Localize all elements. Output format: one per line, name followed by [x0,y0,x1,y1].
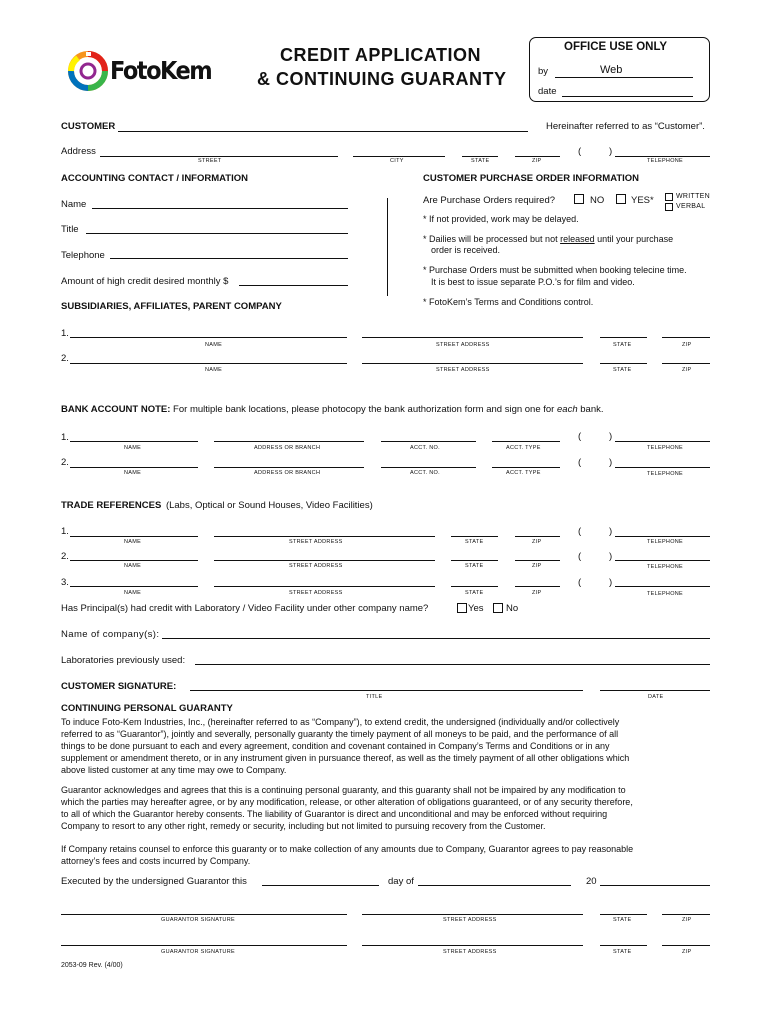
acct-title-field[interactable] [86,233,348,234]
sub1-cap-zip: ZIP [682,342,692,348]
labs-previous-field[interactable] [195,664,710,665]
caption-city: CITY [390,158,404,164]
bank1-paren-open: ( [578,431,582,442]
sub1-state-field[interactable] [600,337,647,338]
guaranty-p3-line2: attorney’s fees and costs incurred by Company. [61,856,251,866]
trade3-paren-open: ( [578,577,582,588]
form-title-line2: & CONTINUING GUARANTY [257,69,507,89]
caption-street: STREET [198,158,222,164]
trade1-name-field[interactable] [70,536,198,537]
principals-no-label: No [506,603,519,614]
trade1-cap-telephone: TELEPHONE [647,539,684,545]
bank2-cap-acct-type: ACCT. TYPE [506,470,541,476]
trade3-cap-street: STREET ADDRESS [289,590,343,596]
bank1-name-field[interactable] [70,441,198,442]
sub2-cap-name: NAME [205,367,223,373]
trade1-cap-name: NAME [124,539,142,545]
by-value: Web [600,64,623,76]
trade-row3-number: 3. [61,577,69,588]
bank1-paren-close: ) [609,431,613,442]
bank1-cap-acct-type: ACCT. TYPE [506,445,541,451]
sub-row2-number: 2. [61,353,69,364]
po-note-2-released: released [560,234,595,244]
acct-title-label: Title [61,224,79,235]
sub1-cap-state: STATE [613,342,632,348]
signature-cap-title: TITLE [366,694,383,700]
guaranty-p2-line3: to all of which the Guarantor hereby consents. The liability of Guarantor is direct and unconditional and may be enforced without requiring [61,809,608,819]
trade2-paren-open: ( [578,551,582,562]
trade1-cap-street: STREET ADDRESS [289,539,343,545]
sub2-state-field[interactable] [600,363,647,364]
executed-year-field[interactable] [600,885,710,886]
bank-note [61,404,604,415]
guarantor1-cap-street: STREET ADDRESS [443,917,497,923]
sub2-cap-state: STATE [613,367,632,373]
trade-row1-number: 1. [61,526,69,537]
bank2-name-field[interactable] [70,467,198,468]
date-label: date [538,86,557,97]
sub2-zip-field[interactable] [662,363,710,364]
sub1-cap-name: NAME [205,342,223,348]
year-prefix: 20 [586,876,597,887]
po-question: Are Purchase Orders required? [423,195,556,206]
sub2-cap-zip: ZIP [682,367,692,373]
trade1-cap-state: STATE [465,539,484,545]
bank-note-each: each [557,404,578,415]
po-heading: CUSTOMER PURCHASE ORDER INFORMATION [423,173,640,184]
trade2-name-field[interactable] [70,560,198,561]
guaranty-paragraph-3 [61,843,711,867]
trade2-paren-close: ) [609,551,613,562]
po-verbal-checkbox[interactable] [665,203,673,211]
fotokem-logo [68,50,236,92]
guarantor2-state-field[interactable] [600,945,647,946]
signature-cap-date: DATE [648,694,664,700]
po-note-2-text-b: until your purchase [594,234,674,244]
customer-city-field[interactable] [353,156,445,157]
trade3-state-field[interactable] [451,586,498,587]
guarantor1-cap-zip: ZIP [682,917,692,923]
trade1-paren-close: ) [609,526,613,537]
po-yes-label: YES* [631,195,654,206]
sub1-zip-field[interactable] [662,337,710,338]
trade-row2-number: 2. [61,551,69,562]
bank1-cap-address: ADDRESS OR BRANCH [254,445,321,451]
bank2-cap-acct-no: ACCT. NO. [410,470,440,476]
sub2-name-field[interactable] [70,363,347,364]
logo-wordmark: FotoKem [110,56,212,85]
guarantor1-signature-field[interactable] [61,914,347,915]
principals-yes-label: Yes [468,603,484,614]
po-note-2-cont: order is received. [431,245,501,255]
po-no-label: NO [590,195,605,206]
trade1-zip-field[interactable] [515,536,560,537]
bank2-cap-telephone: TELEPHONE [647,471,684,477]
trade3-cap-telephone: TELEPHONE [647,591,684,597]
sub2-street-field[interactable] [362,363,583,364]
executed-day-field[interactable] [262,885,379,886]
po-note-3: * Purchase Orders must be submitted when booking telecine time. [423,265,687,275]
bank2-cap-name: NAME [124,470,142,476]
sub1-cap-street: STREET ADDRESS [436,342,490,348]
customer-state-field[interactable] [462,156,498,157]
customer-name-field[interactable] [118,131,528,132]
bank-heading: BANK ACCOUNT NOTE: [61,404,171,415]
customer-phone-field[interactable] [615,156,710,157]
bank2-address-field[interactable] [214,467,364,468]
bank-row2-number: 2. [61,457,69,468]
trade3-cap-state: STATE [465,590,484,596]
guaranty-p2-line4: Company to resort to any other right, remedy or security, including but not limited to pursuing recovery from the Customer. [61,821,546,831]
form-title-line1: CREDIT APPLICATION [280,45,481,65]
company-names-label: Name of company(s): [61,629,160,640]
sub-row1-number: 1. [61,328,69,339]
principals-question: Has Principal(s) had credit with Laboratory / Video Facility under other company name? [61,603,429,614]
trade1-state-field[interactable] [451,536,498,537]
po-note-2 [423,234,673,244]
po-written-checkbox[interactable] [665,193,673,201]
office-use-box [529,37,710,102]
principals-yes-checkbox[interactable] [457,603,467,613]
caption-telephone: TELEPHONE [647,158,684,164]
po-no-checkbox[interactable] [574,194,584,204]
guarantor1-street-field[interactable] [362,914,583,915]
sub1-street-field[interactable] [362,337,583,338]
trade3-phone-field[interactable] [615,586,710,587]
trade2-state-field[interactable] [451,560,498,561]
executed-label: Executed by the undersigned Guarantor this [61,876,247,887]
bank1-address-field[interactable] [214,441,364,442]
po-verbal-label: VERBAL [676,203,706,210]
trade-heading: TRADE REFERENCES [61,500,162,511]
bank2-paren-close: ) [609,457,613,468]
sub2-cap-street: STREET ADDRESS [436,367,490,373]
address-label: Address [61,146,96,157]
guarantor2-signature-field[interactable] [61,945,347,946]
trade3-street-field[interactable] [214,586,435,587]
customer-signature-label: CUSTOMER SIGNATURE: [61,681,177,692]
guaranty-p1-line2: referred to as “Guarantor”), jointly and severally, personally guaranty the timely payment of all moneys to be paid, and the performance of all [61,729,619,739]
bank1-cap-name: NAME [124,445,142,451]
po-written-label: WRITTEN [676,193,710,200]
trade2-zip-field[interactable] [515,560,560,561]
trade2-cap-name: NAME [124,563,142,569]
by-label: by [538,66,549,77]
guarantor2-cap-street: STREET ADDRESS [443,949,497,955]
bank1-cap-telephone: TELEPHONE [647,445,684,451]
section-divider [387,198,388,296]
acct-name-field[interactable] [92,208,348,209]
po-yes-checkbox[interactable] [616,194,626,204]
caption-state: STATE [471,158,490,164]
trade1-street-field[interactable] [214,536,435,537]
po-note-2-text-a: * Dailies will be processed but not [423,234,561,244]
hereinafter-text: Hereinafter referred to as “Customer”. [546,121,705,132]
bank2-paren-open: ( [578,457,582,468]
trade2-phone-field[interactable] [615,560,710,561]
customer-signature-field[interactable] [190,690,583,691]
guarantor2-zip-field[interactable] [662,945,710,946]
guaranty-p2-line2: which the parties may hereafter agree, or by any modification, release, or other alteration of obligations guaranteed, or of any security therefore, [61,797,633,807]
trade2-cap-state: STATE [465,563,484,569]
guarantor2-cap-state: STATE [613,949,632,955]
guaranty-p1-line4: supplement or amendment thereto, or in any instrument given in pursuance thereof, as well as the timely payment of all other obligations which [61,753,630,763]
trade1-phone-field[interactable] [615,536,710,537]
sub1-name-field[interactable] [70,337,347,338]
bank2-cap-address: ADDRESS OR BRANCH [254,470,321,476]
guarantor2-street-field[interactable] [362,945,583,946]
guaranty-paragraph-2 [61,784,711,832]
bank1-phone-field[interactable] [615,441,710,442]
trade3-cap-name: NAME [124,590,142,596]
principals-no-checkbox[interactable] [493,603,503,613]
day-of-label: day of [388,876,414,887]
guarantor1-cap-signature: GUARANTOR SIGNATURE [161,917,235,923]
guaranty-p1-line1: To induce Foto-Kem Industries, Inc., (hereinafter referred to as “Company”), to extend credit, the undersigned (individually and/or collectively [61,717,620,727]
bank2-phone-field[interactable] [615,467,710,468]
company-names-field[interactable] [162,638,710,639]
form-number: 2053-09 Rev. (4/00) [61,962,123,969]
guarantor2-cap-signature: GUARANTOR SIGNATURE [161,949,235,955]
guarantor1-state-field[interactable] [600,914,647,915]
trade3-cap-zip: ZIP [532,590,542,596]
guarantor1-zip-field[interactable] [662,914,710,915]
phone-paren-close: ) [609,146,613,157]
bank-row1-number: 1. [61,432,69,443]
logo-mark-icon [68,50,108,92]
guarantor2-cap-zip: ZIP [682,949,692,955]
by-field[interactable] [555,77,693,78]
customer-label: CUSTOMER [61,121,116,132]
trade3-name-field[interactable] [70,586,198,587]
bank1-cap-acct-no: ACCT. NO. [410,445,440,451]
credit-amount-label: Amount of high credit desired monthly $ [61,276,229,287]
executed-month-field[interactable] [418,885,571,886]
po-note-4: * FotoKem’s Terms and Conditions control. [423,297,594,307]
bank-note-text-a: For multiple bank locations, please photocopy the bank authorization form and sign one for [170,404,557,415]
phone-paren-open: ( [578,146,582,157]
customer-street-field[interactable] [100,156,338,157]
trade-subheading: (Labs, Optical or Sound Houses, Video Facilities) [165,500,373,511]
trade2-street-field[interactable] [214,560,435,561]
po-note-3-cont: It is best to issue separate P.O.’s for film and video. [431,277,635,287]
trade2-cap-telephone: TELEPHONE [647,564,684,570]
guaranty-p1-line3: things to be done pursuant to each and every agreement, condition and covenant contained in Company’s Terms and Conditions or in any [61,741,610,751]
bank1-acct-no-field[interactable] [381,441,476,442]
guaranty-heading: CONTINUING PERSONAL GUARANTY [61,703,233,714]
acct-telephone-field[interactable] [110,258,348,259]
trade1-paren-open: ( [578,526,582,537]
accounting-heading: ACCOUNTING CONTACT / INFORMATION [61,173,248,184]
customer-zip-field[interactable] [515,156,560,157]
guaranty-paragraph-1 [61,716,711,776]
trade-heading-row [61,500,373,511]
office-date-field[interactable] [562,96,693,97]
trade2-cap-street: STREET ADDRESS [289,563,343,569]
trade1-cap-zip: ZIP [532,539,542,545]
customer-signature-date-field[interactable] [600,690,710,691]
office-use-title: OFFICE USE ONLY [564,41,668,53]
trade2-cap-zip: ZIP [532,563,542,569]
bank1-acct-type-field[interactable] [492,441,560,442]
acct-name-label: Name [61,199,87,210]
caption-zip: ZIP [532,158,542,164]
po-note-1: * If not provided, work may be delayed. [423,214,579,224]
credit-amount-field[interactable] [239,285,348,286]
guarantor1-cap-state: STATE [613,917,632,923]
trade3-zip-field[interactable] [515,586,560,587]
guaranty-p1-line5: above listed customer at any time may owe to Company. [61,765,287,775]
bank2-acct-type-field[interactable] [492,467,560,468]
guaranty-p3-line1: If Company retains counsel to enforce this guaranty or to make collection of any amounts due to Company, Guarantor agrees to pay reasonable [61,844,634,854]
bank-note-text-b: bank. [577,404,604,415]
guaranty-p2-line1: Guarantor acknowledges and agrees that this is a continuing personal guaranty, and this guaranty shall not be impaired by any modification to [61,785,626,795]
subsidiaries-heading: SUBSIDIARIES, AFFILIATES, PARENT COMPANY [61,301,282,312]
bank2-acct-no-field[interactable] [381,467,476,468]
trade3-paren-close: ) [609,577,613,588]
acct-telephone-label: Telephone [61,250,105,261]
labs-previous-label: Laboratories previously used: [61,655,186,666]
